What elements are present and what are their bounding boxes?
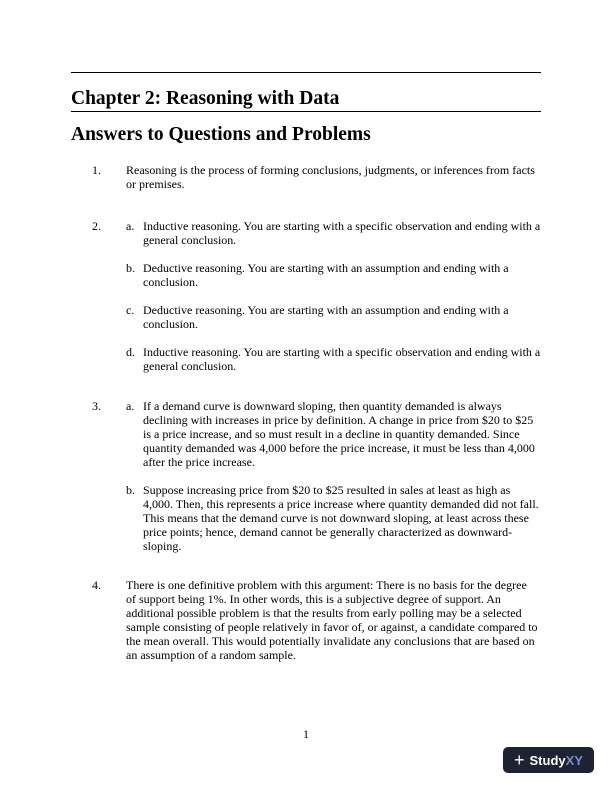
part-letter: b.: [126, 261, 135, 275]
answer-part: [126, 303, 541, 331]
answer-part: [126, 483, 541, 553]
part-text: Inductive reasoning. You are starting with a specific observation and ending with a general conclusion.: [143, 219, 541, 247]
part-letter: d.: [126, 345, 135, 359]
part-text: Deductive reasoning. You are starting with an assumption and ending with a conclusion.: [143, 303, 509, 331]
brand-prefix: Study: [529, 752, 566, 768]
part-letter: c.: [126, 303, 135, 317]
part-text: Deductive reasoning. You are starting with an assumption and ending with a conclusion.: [143, 261, 509, 289]
question-number: 4.: [92, 578, 101, 592]
part-text: Inductive reasoning. You are starting with a specific observation and ending with a general conclusion.: [143, 345, 541, 373]
question-text: Reasoning is the process of forming conclusions, judgments, or inferences from facts or premises.: [126, 163, 535, 191]
page-number: 1: [303, 727, 309, 741]
part-letter: a.: [126, 399, 135, 413]
answer-part: [126, 261, 541, 289]
question-number: 1.: [92, 163, 101, 177]
question-number: 3.: [92, 399, 101, 413]
plus-icon: +: [514, 750, 525, 770]
top-rule: [71, 72, 541, 73]
part-text: If a demand curve is downward sloping, then quantity demanded is always declining with increases in price by definition. A change in price from $20 to $25 is a price increase, and so must result in a decline in quantity demanded. Since quantity demanded was 4,000 before the price increase, it must be less than 4,000 after the price increase.: [143, 399, 535, 469]
part-text: Suppose increasing price from $20 to $25 resulted in sales at least as high as 4,000. Then, this represents a price increase where quantity demanded did not fall. This means that the demand curve is not downward sloping, at least across these price points; hence, demand cannot be generally characterized as downward-sloping.: [143, 483, 539, 553]
answer-part: [126, 219, 541, 247]
part-letter: a.: [126, 219, 135, 233]
question-text: There is one definitive problem with this argument: There is no basis for the degree of support being 1%. In other words, this is a subjective degree of support. An additional possible problem is that the results from early polling may be a selected sample consisting of people relatively in favor of, or against, a candidate compared to the mean overall. This would potentially invalidate any conclusions that are based on an assumption of a random sample.: [126, 578, 538, 662]
part-letter: b.: [126, 483, 135, 497]
brand-suffix: XY: [565, 752, 583, 768]
question-number: 2.: [92, 219, 101, 233]
chapter-title: Chapter 2: Reasoning with Data: [71, 88, 541, 112]
answer-part: [126, 399, 541, 469]
studyxy-badge[interactable]: [503, 747, 594, 773]
answer-part: [126, 345, 541, 373]
section-title: Answers to Questions and Problems: [71, 124, 371, 145]
